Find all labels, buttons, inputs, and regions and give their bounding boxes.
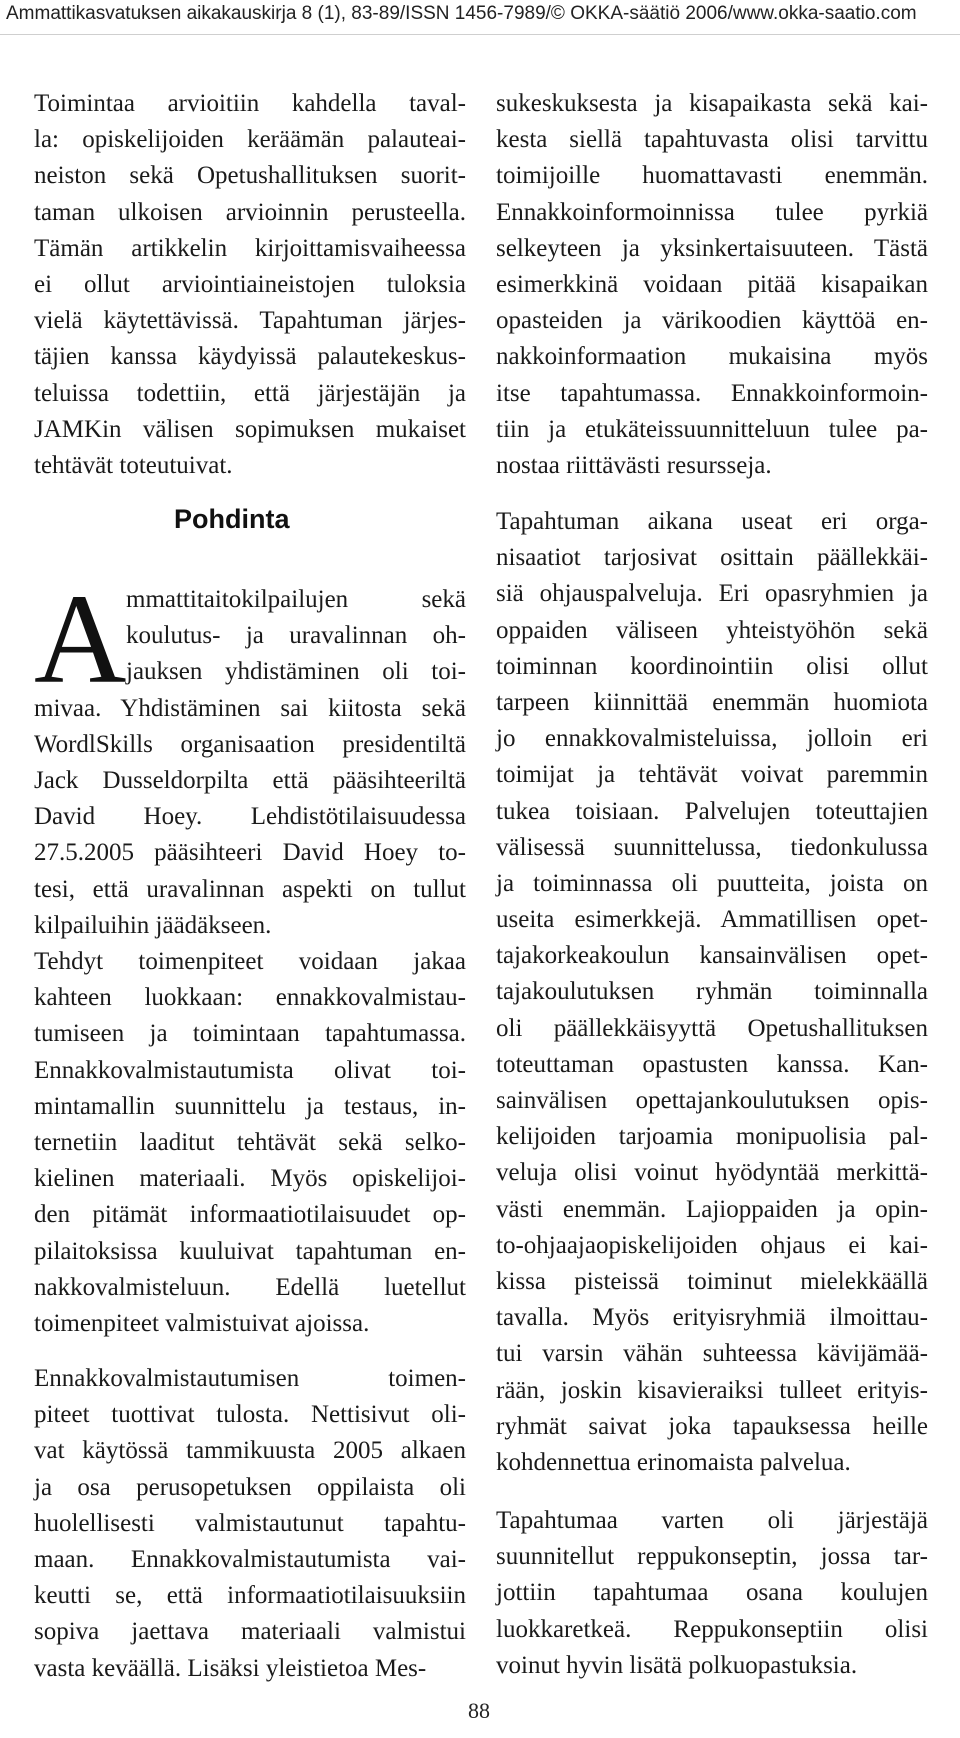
paragraph-measures [34, 944, 466, 1342]
text-line: mmattitaitokilpailujen sekä [126, 586, 466, 613]
text-line: kohdennettua erinomaista palvelua. [496, 1448, 851, 1476]
text-line: David Hoey. Lehdistötilaisuudessa [34, 803, 466, 831]
text-line: Jack Dusseldorpilta että pääsihteeriltä [34, 766, 466, 794]
text-line: tajakorkeakoulun kansainvälisen opet- [496, 942, 928, 970]
text-line: Toimintaa arvioitiin kahdella taval- [34, 90, 466, 117]
text-line: tui varsin vähän suhteessa kävijämää- [496, 1340, 928, 1368]
text-line: koulutus- ja uravalinnan oh- [126, 622, 466, 650]
text-line: huolellisesti valmistautunut tapahtu- [34, 1509, 466, 1537]
text-line: to-ohjaajaopiskelijoiden ohjaus ei kai- [496, 1231, 928, 1259]
text-line: nostaa riittävästi resursseja. [496, 451, 772, 479]
text-line: la: opiskelijoiden keräämän palauteai- [34, 126, 466, 154]
text-line: Tämän artikkelin kirjoittamisvaiheessa [34, 234, 466, 262]
text-line: Ennakkovalmistautumisen toimen- [34, 1365, 466, 1392]
text-line: vielä käytettävissä. Tapahtuman järjes- [34, 307, 466, 335]
text-line: jo ennakkovalmisteluissa, jolloin eri [496, 725, 928, 753]
text-line: jauksen yhdistäminen oli toi- [126, 658, 466, 686]
text-line: toimijoille huomattavasti enemmän. [496, 162, 928, 190]
text-line: opasteiden ja värikoodien käyttöä en- [496, 307, 928, 335]
text-line: veluja olisi voinut hyödyntää merkittä- [496, 1159, 928, 1187]
running-header [0, 0, 960, 35]
text-line: rään, joskin kisavieraiksi tulleet erityis- [496, 1376, 928, 1404]
text-line: ja toiminnassa oli puutteita, joista on [496, 869, 928, 897]
text-line: nakkovalmisteluun. Edellä luetellut [34, 1273, 466, 1301]
paragraph-preinformation [496, 86, 928, 484]
text-line: oli päällekkäisyyttä Opetushallituksen [496, 1014, 928, 1042]
text-line: Tapahtumaa varten oli järjestäjä [496, 1507, 928, 1534]
text-line: toteuttaman opastusten kanssa. Kan- [496, 1050, 928, 1078]
text-line: nisaatiot tarjosivat osittain päällekkäi- [496, 544, 928, 572]
text-line: neiston sekä Opetushallituksen suorit- [34, 162, 466, 190]
text-line: mintamallin suunnittelu ja testaus, in- [34, 1092, 466, 1120]
text-line: toimijat ja tehtävät voivat paremmin [496, 761, 928, 789]
text-line: tukea toisiaan. Palvelujen toteuttajien [496, 797, 928, 825]
drop-cap: A [34, 568, 127, 710]
header-citation: Ammattikasvatuksen aikakauskirja 8 (1), 83-89/ISSN 1456-7989/© OKKA-säätiö 2006/www.okka-saatio.com [6, 3, 917, 24]
text-line: tajakoulutuksen ryhmän toiminnalla [496, 978, 928, 1006]
text-line: 27.5.2005 pääsihteeri David Hoey to- [34, 839, 466, 867]
text-line: piteet tuottivat tulosta. Nettisivut oli- [34, 1401, 466, 1429]
text-line: tiin ja etukäteissuunnitteluun tulee pa- [496, 415, 928, 443]
text-line: mivaa. Yhdistäminen sai kiitosta sekä [34, 694, 466, 722]
text-line: teluissa todettiin, että järjestäjän ja [34, 379, 466, 407]
text-line: selkeyteen ja yksinkertaisuuteen. Tästä [496, 234, 928, 262]
text-line: ja osa perusopetuksen oppilaista oli [34, 1473, 466, 1501]
paragraph-event-guidance [496, 504, 928, 1481]
text-line: Tapahtuman aikana useat eri orga- [496, 508, 928, 535]
text-line: kilpailuihin jäädäkseen. [34, 911, 272, 939]
text-line: suunnitellut reppukonseptin, jossa tar- [496, 1543, 928, 1571]
text-line: vat käytössä tammikuusta 2005 alkaen [34, 1437, 466, 1465]
text-line: pilaitoksissa kuuluivat tapahtuman en- [34, 1237, 466, 1265]
text-line: WordlSkills organisaation presidentiltä [34, 730, 466, 758]
text-line: toimenpiteet valmistuivat ajoissa. [34, 1309, 370, 1337]
text-line: useita esimerkkejä. Ammatillisen opet- [496, 906, 928, 934]
text-line: keutti se, että informaatiotilaisuuksiin [34, 1582, 466, 1610]
text-line: tesi, että uravalinnan aspekti on tullut [34, 875, 466, 903]
text-line: luokkaretkeä. Reppukonseptiin olisi [496, 1615, 928, 1643]
text-line: tumiseen ja toimintaan tapahtumassa. [34, 1020, 466, 1048]
text-line: itse tapahtumassa. Ennakkoinformoin- [496, 379, 928, 407]
text-line: sopiva jaettava materiaali valmistui [34, 1618, 466, 1646]
text-line: den pitämät informaatiotilaisuudet op- [34, 1201, 466, 1229]
text-line: ei ollut arviointiaineistojen tuloksia [34, 270, 466, 298]
text-line: nakkoinformaation mukaisina myös [496, 343, 928, 371]
text-line: esimerkkinä voidaan pitää kisapaikan [496, 270, 928, 298]
text-line: Ennakkovalmistautumista olivat toi- [34, 1056, 466, 1084]
text-line: täjien kanssa käydyissä palautekeskus- [34, 343, 466, 371]
text-line: ryhmät saivat joka tapauksessa heille [496, 1412, 928, 1440]
text-line: kielinen materiaali. Myös opiskelijoi- [34, 1165, 466, 1193]
paragraph-pohdinta [34, 582, 466, 944]
text-line: kelijoiden tarjoamia monipuolisia pal- [496, 1123, 928, 1151]
paragraph-preparation [34, 1361, 466, 1687]
text-line: Ennakkoinformoinnissa tulee pyrkiä [496, 198, 928, 226]
text-line: tarpeen kiinnittää enemmän huomiota [496, 688, 928, 716]
text-line: siä ohjauspalveluja. Eri opasryhmien ja [496, 580, 928, 608]
text-line: välisessä suunnittelussa, tiedonkulussa [496, 833, 928, 861]
text-line: toiminnan koordinointiin olisi ollut [496, 652, 928, 680]
text-line: tehtävät toteutuivat. [34, 451, 233, 479]
text-line: JAMKin välisen sopimuksen mukaiset [34, 415, 466, 443]
text-line: kissa pisteissä toiminut mielekkäällä [496, 1267, 928, 1295]
text-line: voinut hyvin lisätä polkuopastuksia. [496, 1651, 858, 1679]
text-line: taman ulkoisen arvioinnin perusteella. [34, 198, 466, 226]
paragraph-evaluation [34, 86, 466, 484]
text-line: jottiin tapahtumaa osana koulujen [496, 1579, 928, 1607]
text-line: oppaiden väliseen yhteistyöhön sekä [496, 616, 928, 644]
text-line: maan. Ennakkovalmistautumista vai- [34, 1545, 466, 1573]
text-line: sainvälisen opettajankoulutuksen opis- [496, 1087, 928, 1114]
text-line: västi enemmän. Lajioppaiden ja opin- [496, 1195, 928, 1223]
section-heading: Pohdinta [174, 504, 290, 534]
text-line: vasta keväällä. Lisäksi yleistietoa Mes- [34, 1654, 427, 1682]
text-line: sukeskuksesta ja kisapaikasta sekä kai- [496, 90, 928, 117]
text-line: kesta siellä tapahtuvasta olisi tarvittu [496, 126, 928, 154]
paragraph-backpack-concept [496, 1503, 928, 1684]
text-line: kahteen luokkaan: ennakkovalmistau- [34, 984, 466, 1012]
text-line: tavalla. Myös erityisryhmiä ilmoittau- [496, 1304, 928, 1332]
text-line: Tehdyt toimenpiteet voidaan jakaa [34, 948, 466, 975]
text-line: ternetiin laaditut tehtävät sekä selko- [34, 1128, 466, 1156]
page-number: 88 [468, 1698, 490, 1723]
